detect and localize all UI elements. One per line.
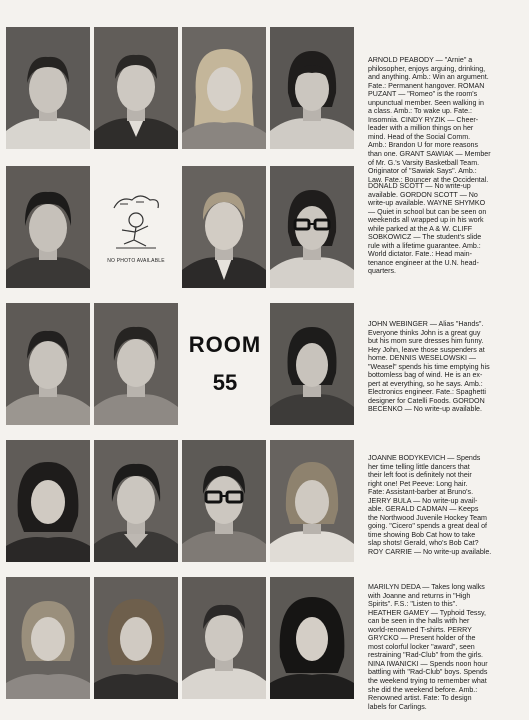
room-label: ROOM bbox=[188, 332, 262, 357]
student-bio: MARILYN DEDA — Takes long walks with Joanne and returns in "High Spirits". F.S.: "Listen to this". HEATHER GAMEY — Typhoid Tessy, can be seen in the halls with her world-renowned T-shirts. PERRY GRYCKO — Present holder of the most colorful locker "award", seen restraining "Rad-Club" from the girls. NINA IWANICKI — Spends noon hour battling with "Rad-Club" boys. Spends the weekend trying to remember what she did the weekend before. Amb.: Renowned artist. Fate: To design labels for Carlings. bbox=[368, 583, 488, 711]
room-heading bbox=[180, 332, 270, 396]
student-photo bbox=[6, 440, 90, 562]
student-photo bbox=[182, 577, 266, 699]
student-photo bbox=[94, 27, 178, 149]
student-photo bbox=[270, 577, 354, 699]
room-number: 55 bbox=[212, 370, 238, 395]
student-bio: ARNOLD PEABODY — "Arnie" a philosopher, enjoys arguing, drinking, and anything. Amb.: Win an argument. Fate.: Permanent hangover. ROMAN PUZANT — "Romeo" is the room's unpunctual member. Seen walking in a class. Amb.: To wake up. Fate.: Insomnia. CINDY RYZIK — Cheer- leader with a million things on her mind. Head of the Social Comm. Amb.: Brandon U for more reasons than one. GRANT SAWIAK — Member of Mr. G.'s Varsity Basketball Team. Originator of "Sawiak Says". Amb.: Law. Fate.: Bouncer at the Occidental. bbox=[368, 56, 491, 184]
student-photo bbox=[270, 166, 354, 288]
no-photo-placeholder bbox=[94, 166, 178, 288]
student-photo bbox=[182, 166, 266, 288]
student-photo bbox=[6, 303, 90, 425]
student-photo bbox=[182, 27, 266, 149]
student-photo bbox=[6, 166, 90, 288]
student-photo bbox=[94, 577, 178, 699]
student-bio: JOHN WEBINGER — Alias "Hands". Everyone thinks John is a great guy but his mom sure dresses him funny. Hey John, leave those suspenders at home. DENNIS WESELOWSKI — "Weasel" spends his time emptying his bottomless bag of wind. He is an ex- pert at everything, so he says. Amb.: Electronics engineer. Fate.: Spaghetti designer for Catelli Foods. GORDON BECENKO — No write-up available. bbox=[368, 320, 490, 414]
no-photo-caption: NO PHOTO AVAILABLE bbox=[107, 258, 165, 264]
student-photo bbox=[182, 440, 266, 562]
student-photo bbox=[270, 303, 354, 425]
student-photo bbox=[94, 440, 178, 562]
student-photo bbox=[6, 27, 90, 149]
student-bio: DONALD SCOTT — No write-up available. GORDON SCOTT — No write-up available. WAYNE SHYMKO — Quiet in school but can be seen on weekends all wrapped up in his work while parked at the A & W. CLIFF SOBKOWICZ — The student's slide rule with a lifetime guarantee. Amb.: World dictator. Fate.: Head main- tenance engineer at the U.N. head- quarters. bbox=[368, 182, 487, 276]
student-bio: JOANNE BODYKEVICH — Spends her time telling little dancers that their left foot is definitely not their right one! Pet Peeve: Long hair. Fate: Assistant-barber at Bruno's. JERRY BULA — No write-up avail- able. GERALD CADMAN — Keeps the Northwood Juvenile Hockey Team going. "Cicero" spends a great deal of time showing Bob Cat how to take slap shots! Gerald, who's Bob Cat? ROY CARRIE — No write-up available. bbox=[368, 454, 492, 557]
student-photo bbox=[270, 440, 354, 562]
student-photo bbox=[6, 577, 90, 699]
cartoon-sketch-icon bbox=[106, 190, 166, 254]
student-photo bbox=[94, 303, 178, 425]
student-photo bbox=[270, 27, 354, 149]
